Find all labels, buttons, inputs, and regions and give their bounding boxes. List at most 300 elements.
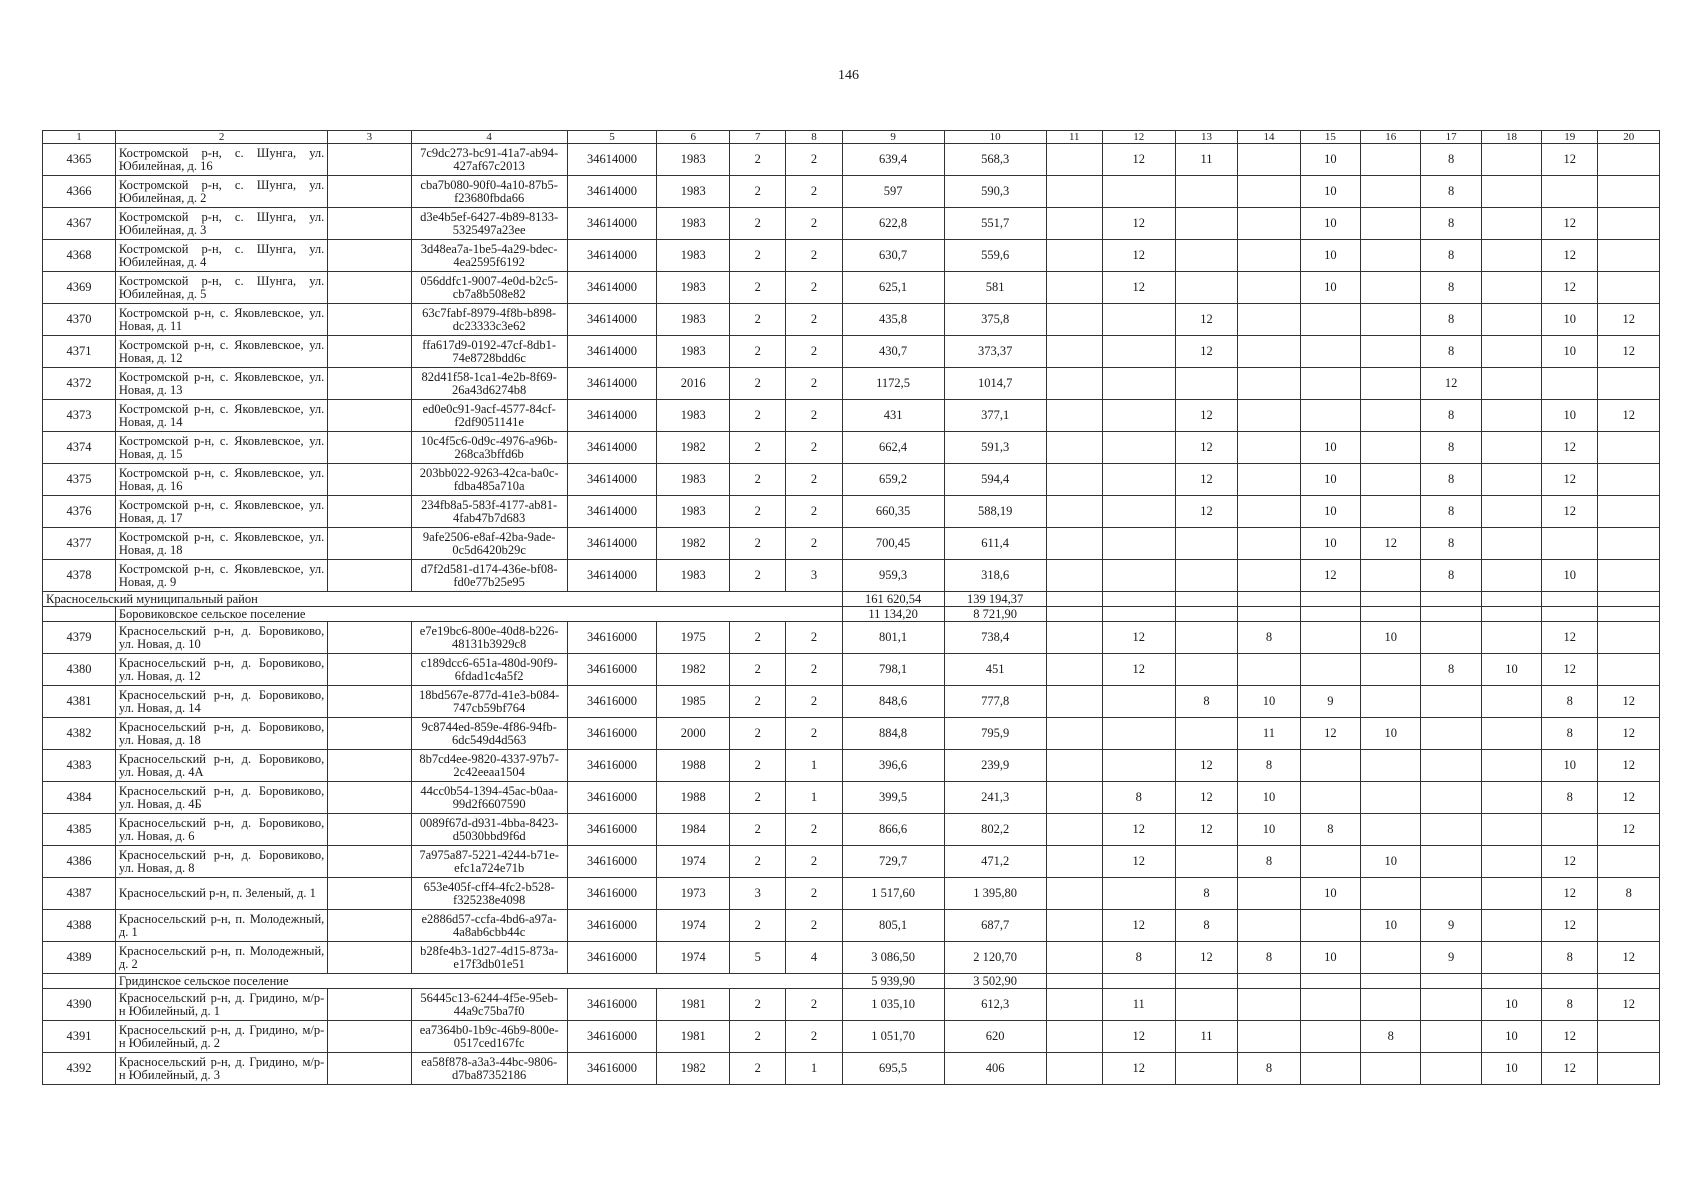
value-cell: 620	[944, 1021, 1046, 1053]
value-cell: 34616000	[567, 782, 657, 814]
value-cell	[328, 432, 411, 464]
uid-cell: d3e4b5ef-6427-4b89-8133-5325497a23ee	[411, 208, 567, 240]
value-cell: 10	[1542, 560, 1598, 592]
value-cell: 12	[1598, 782, 1660, 814]
uid-cell: ea7364b0-1b9c-46b9-800e-0517ced167fc	[411, 1021, 567, 1053]
table-row	[43, 336, 1660, 368]
value-cell	[1102, 336, 1175, 368]
value-cell	[1300, 750, 1360, 782]
empty-cell	[1481, 974, 1541, 989]
value-cell: 12	[1598, 942, 1660, 974]
value-cell	[1361, 176, 1421, 208]
uid-cell: ea58f878-a3a3-44bc-9806-d7ba87352186	[411, 1053, 567, 1085]
value-cell: 12	[1542, 910, 1598, 942]
value-cell: 1	[786, 1053, 842, 1085]
value-cell	[1542, 814, 1598, 846]
value-cell	[1046, 654, 1102, 686]
value-cell: 34616000	[567, 910, 657, 942]
value-cell	[1481, 686, 1541, 718]
value-cell: 10	[1300, 496, 1360, 528]
value-cell: 34616000	[567, 622, 657, 654]
value-cell	[1481, 144, 1541, 176]
value-cell	[328, 304, 411, 336]
value-cell	[1421, 814, 1481, 846]
row-number-cell: 4379	[43, 622, 116, 654]
value-cell: 12	[1542, 208, 1598, 240]
value-cell: 8	[1102, 942, 1175, 974]
table-row	[43, 1021, 1660, 1053]
value-cell	[1361, 400, 1421, 432]
column-number-cell: 17	[1421, 131, 1481, 144]
value-cell	[1361, 878, 1421, 910]
row-number-cell: 4372	[43, 368, 116, 400]
value-cell: 1014,7	[944, 368, 1046, 400]
value-cell	[1046, 878, 1102, 910]
value-cell: 10	[1300, 272, 1360, 304]
value-cell	[1238, 240, 1300, 272]
value-cell: 1 395,80	[944, 878, 1046, 910]
table-row	[43, 750, 1660, 782]
value-cell	[1361, 750, 1421, 782]
value-cell: 2016	[657, 368, 730, 400]
value-cell: 239,9	[944, 750, 1046, 782]
value-cell	[1542, 368, 1598, 400]
uid-cell: e7e19bc6-800e-40d8-b226-48131b3929c8	[411, 622, 567, 654]
value-cell	[1102, 686, 1175, 718]
value-cell	[328, 336, 411, 368]
value-cell: 12	[1542, 622, 1598, 654]
value-cell: 34616000	[567, 814, 657, 846]
value-cell: 8	[1421, 432, 1481, 464]
value-cell: 1983	[657, 208, 730, 240]
table-row	[43, 272, 1660, 304]
value-cell: 8	[1421, 560, 1481, 592]
settlement-label: Гридинское сельское поселение	[115, 974, 842, 989]
address-cell: Красносельский р-н, д. Гридино, м/р-н Юбилейный, д. 2	[115, 1021, 327, 1053]
value-cell: 12	[1542, 464, 1598, 496]
uid-cell: d7f2d581-d174-436e-bf08-fd0e77b25e95	[411, 560, 567, 592]
column-number-cell: 7	[730, 131, 786, 144]
value-cell: 5	[730, 942, 786, 974]
value-cell: 2	[730, 240, 786, 272]
value-cell	[1598, 464, 1660, 496]
value-cell	[1300, 304, 1360, 336]
value-cell: 12	[1102, 144, 1175, 176]
value-cell: 12	[1542, 496, 1598, 528]
table-row	[43, 622, 1660, 654]
settlement-label: Боровиковское сельское поселение	[115, 607, 842, 622]
value-cell: 34616000	[567, 846, 657, 878]
value-cell: 1983	[657, 240, 730, 272]
value-cell	[1046, 336, 1102, 368]
value-cell: 8	[1542, 782, 1598, 814]
value-cell	[1238, 336, 1300, 368]
uid-cell: 056ddfc1-9007-4e0d-b2c5-cb7a8b508e82	[411, 272, 567, 304]
table-row	[43, 208, 1660, 240]
value-cell: 430,7	[842, 336, 944, 368]
address-cell: Красносельский р-н, д. Гридино, м/р-н Юбилейный, д. 1	[115, 989, 327, 1021]
row-number-cell: 4365	[43, 144, 116, 176]
empty-cell	[1481, 592, 1541, 607]
value-cell	[1102, 432, 1175, 464]
address-cell: Красносельский р-н, д. Боровиково, ул. Новая, д. 4А	[115, 750, 327, 782]
row-number-cell: 4377	[43, 528, 116, 560]
value-cell: 12	[1102, 1053, 1175, 1085]
value-cell	[1238, 400, 1300, 432]
empty-cell	[1102, 607, 1175, 622]
value-cell: 34614000	[567, 336, 657, 368]
value-cell	[1481, 560, 1541, 592]
uid-cell: 82d41f58-1ca1-4e2b-8f69-26a43d6274b8	[411, 368, 567, 400]
value-cell: 12	[1598, 400, 1660, 432]
column-number-cell: 4	[411, 131, 567, 144]
value-cell: 10	[1361, 910, 1421, 942]
value-cell	[328, 496, 411, 528]
value-cell: 11	[1175, 1021, 1237, 1053]
value-cell: 4	[786, 942, 842, 974]
uid-cell: ed0e0c91-9acf-4577-84cf-f2df9051141e	[411, 400, 567, 432]
value-cell: 866,6	[842, 814, 944, 846]
value-cell	[1102, 368, 1175, 400]
value-cell: 373,37	[944, 336, 1046, 368]
value-cell: 12	[1542, 1053, 1598, 1085]
value-cell	[328, 464, 411, 496]
value-cell	[1102, 464, 1175, 496]
empty-cell	[1175, 592, 1237, 607]
value-cell: 12	[1175, 942, 1237, 974]
value-cell: 590,3	[944, 176, 1046, 208]
value-cell	[1421, 878, 1481, 910]
value-cell: 10	[1238, 814, 1300, 846]
value-cell: 34616000	[567, 989, 657, 1021]
value-cell: 660,35	[842, 496, 944, 528]
subtotal-area-total: 11 134,20	[842, 607, 944, 622]
value-cell: 2	[786, 1021, 842, 1053]
address-cell: Костромской р-н, с. Яковлевское, ул. Новая, д. 18	[115, 528, 327, 560]
value-cell: 8	[1598, 878, 1660, 910]
value-cell: 8	[1175, 878, 1237, 910]
value-cell: 2	[730, 989, 786, 1021]
value-cell: 2	[786, 496, 842, 528]
value-cell: 8	[1542, 989, 1598, 1021]
value-cell: 34616000	[567, 942, 657, 974]
empty-cell	[1421, 592, 1481, 607]
uid-cell: 63c7fabf-8979-4f8b-b898-dc23333c3e62	[411, 304, 567, 336]
value-cell: 12	[1102, 622, 1175, 654]
address-cell: Красносельский р-н, д. Боровиково, ул. Новая, д. 10	[115, 622, 327, 654]
value-cell: 12	[1102, 240, 1175, 272]
value-cell	[1361, 989, 1421, 1021]
table-row	[43, 400, 1660, 432]
value-cell: 34616000	[567, 878, 657, 910]
value-cell: 2	[786, 622, 842, 654]
value-cell	[1175, 240, 1237, 272]
value-cell: 1973	[657, 878, 730, 910]
row-number-cell: 4389	[43, 942, 116, 974]
value-cell: 1988	[657, 782, 730, 814]
value-cell: 12	[1175, 336, 1237, 368]
value-cell	[328, 1021, 411, 1053]
value-cell	[1175, 654, 1237, 686]
value-cell: 8	[1421, 654, 1481, 686]
value-cell	[1598, 176, 1660, 208]
value-cell	[1046, 400, 1102, 432]
value-cell: 12	[1102, 846, 1175, 878]
value-cell	[1481, 304, 1541, 336]
value-cell	[1481, 814, 1541, 846]
value-cell: 34614000	[567, 368, 657, 400]
row-number-cell: 4370	[43, 304, 116, 336]
value-cell: 8	[1542, 686, 1598, 718]
value-cell: 687,7	[944, 910, 1046, 942]
value-cell: 34614000	[567, 240, 657, 272]
value-cell	[328, 400, 411, 432]
value-cell: 10	[1300, 176, 1360, 208]
value-cell: 12	[1598, 718, 1660, 750]
value-cell: 34614000	[567, 208, 657, 240]
value-cell	[1175, 528, 1237, 560]
value-cell	[1542, 528, 1598, 560]
value-cell: 8	[1542, 942, 1598, 974]
value-cell	[1300, 846, 1360, 878]
value-cell	[1361, 368, 1421, 400]
row-number-cell: 4381	[43, 686, 116, 718]
value-cell	[1300, 654, 1360, 686]
value-cell: 591,3	[944, 432, 1046, 464]
value-cell: 3 086,50	[842, 942, 944, 974]
address-cell: Красносельский р-н, п. Зеленый, д. 1	[115, 878, 327, 910]
table-row	[43, 942, 1660, 974]
value-cell: 3	[730, 878, 786, 910]
value-cell	[1361, 560, 1421, 592]
address-cell: Красносельский р-н, д. Боровиково, ул. Новая, д. 12	[115, 654, 327, 686]
value-cell: 594,4	[944, 464, 1046, 496]
value-cell: 12	[1542, 272, 1598, 304]
value-cell: 34614000	[567, 272, 657, 304]
value-cell: 777,8	[944, 686, 1046, 718]
address-cell: Костромской р-н, с. Яковлевское, ул. Новая, д. 12	[115, 336, 327, 368]
table-row	[43, 989, 1660, 1021]
row-number-cell: 4367	[43, 208, 116, 240]
value-cell: 9	[1421, 910, 1481, 942]
value-cell: 8	[1102, 782, 1175, 814]
empty-cell	[1361, 607, 1421, 622]
value-cell	[328, 368, 411, 400]
uid-cell: 3d48ea7a-1be5-4a29-bdec-4ea2595f6192	[411, 240, 567, 272]
value-cell: 12	[1175, 464, 1237, 496]
address-cell: Костромской р-н, с. Яковлевское, ул. Новая, д. 16	[115, 464, 327, 496]
empty-cell	[1102, 974, 1175, 989]
value-cell: 2	[730, 560, 786, 592]
value-cell: 2 120,70	[944, 942, 1046, 974]
value-cell: 10	[1238, 686, 1300, 718]
value-cell	[1598, 560, 1660, 592]
empty-cell	[1300, 974, 1360, 989]
uid-cell: cba7b080-90f0-4a10-87b5-f23680fbda66	[411, 176, 567, 208]
value-cell: 12	[1102, 1021, 1175, 1053]
value-cell: 1988	[657, 750, 730, 782]
value-cell	[1046, 782, 1102, 814]
address-cell: Красносельский р-н, д. Боровиково, ул. Новая, д. 6	[115, 814, 327, 846]
value-cell	[1481, 496, 1541, 528]
uid-cell: 234fb8a5-583f-4177-ab81-4fab47b7d683	[411, 496, 567, 528]
value-cell	[1361, 272, 1421, 304]
value-cell: 2	[730, 336, 786, 368]
value-cell	[1598, 622, 1660, 654]
value-cell	[328, 1053, 411, 1085]
value-cell	[1361, 496, 1421, 528]
value-cell	[328, 176, 411, 208]
empty-cell	[1300, 592, 1360, 607]
value-cell: 568,3	[944, 144, 1046, 176]
value-cell: 2	[786, 910, 842, 942]
value-cell: 2	[786, 846, 842, 878]
empty-cell	[1542, 592, 1598, 607]
value-cell: 2	[730, 846, 786, 878]
value-cell: 959,3	[842, 560, 944, 592]
empty-cell	[1300, 607, 1360, 622]
value-cell: 11	[1238, 718, 1300, 750]
row-number-cell: 4388	[43, 910, 116, 942]
value-cell: 2	[730, 622, 786, 654]
value-cell	[1481, 176, 1541, 208]
column-number-cell: 14	[1238, 131, 1300, 144]
value-cell: 659,2	[842, 464, 944, 496]
column-number-cell: 6	[657, 131, 730, 144]
value-cell: 639,4	[842, 144, 944, 176]
value-cell	[1046, 1021, 1102, 1053]
value-cell: 12	[1300, 560, 1360, 592]
value-cell	[328, 208, 411, 240]
value-cell	[1421, 1053, 1481, 1085]
value-cell	[1046, 144, 1102, 176]
value-cell: 1974	[657, 942, 730, 974]
table-row	[43, 304, 1660, 336]
value-cell: 12	[1175, 814, 1237, 846]
value-cell	[1046, 304, 1102, 336]
value-cell	[1300, 1021, 1360, 1053]
value-cell: 12	[1175, 400, 1237, 432]
value-cell: 2	[786, 208, 842, 240]
address-cell: Красносельский р-н, д. Боровиково, ул. Новая, д. 14	[115, 686, 327, 718]
value-cell: 8	[1238, 942, 1300, 974]
empty-cell	[1481, 607, 1541, 622]
empty-cell	[1598, 974, 1660, 989]
row-number-cell: 4368	[43, 240, 116, 272]
value-cell	[328, 814, 411, 846]
value-cell	[1175, 718, 1237, 750]
row-number-cell: 4382	[43, 718, 116, 750]
value-cell: 451	[944, 654, 1046, 686]
value-cell: 2000	[657, 718, 730, 750]
value-cell: 10	[1300, 464, 1360, 496]
value-cell: 1981	[657, 1021, 730, 1053]
uid-cell: e2886d57-ccfa-4bd6-a97a-4a8ab6cbb44c	[411, 910, 567, 942]
value-cell	[1175, 1053, 1237, 1085]
value-cell: 559,6	[944, 240, 1046, 272]
value-cell	[1481, 464, 1541, 496]
table-row	[43, 846, 1660, 878]
value-cell	[1598, 846, 1660, 878]
value-cell	[1481, 622, 1541, 654]
column-number-cell: 8	[786, 131, 842, 144]
value-cell: 805,1	[842, 910, 944, 942]
value-cell: 8	[1421, 464, 1481, 496]
value-cell: 1983	[657, 272, 730, 304]
value-cell: 12	[1102, 654, 1175, 686]
table-row	[43, 560, 1660, 592]
value-cell	[1421, 782, 1481, 814]
value-cell: 471,2	[944, 846, 1046, 878]
column-number-cell: 13	[1175, 131, 1237, 144]
value-cell: 241,3	[944, 782, 1046, 814]
value-cell	[1300, 989, 1360, 1021]
value-cell	[1238, 1021, 1300, 1053]
value-cell	[1238, 368, 1300, 400]
empty-cell	[1175, 607, 1237, 622]
value-cell	[1481, 782, 1541, 814]
value-cell: 10	[1300, 942, 1360, 974]
value-cell: 10	[1481, 989, 1541, 1021]
value-cell	[1361, 942, 1421, 974]
address-cell: Красносельский р-н, п. Молодежный, д. 1	[115, 910, 327, 942]
value-cell: 1 035,10	[842, 989, 944, 1021]
empty-cell	[1421, 607, 1481, 622]
value-cell: 34616000	[567, 686, 657, 718]
address-cell: Костромской р-н, с. Яковлевское, ул. Новая, д. 14	[115, 400, 327, 432]
address-cell: Костромской р-н, с. Шунга, ул. Юбилейная, д. 2	[115, 176, 327, 208]
uid-cell: 7a975a87-5221-4244-b71e-efc1a724e71b	[411, 846, 567, 878]
value-cell	[328, 878, 411, 910]
value-cell	[1175, 560, 1237, 592]
row-number-cell: 4385	[43, 814, 116, 846]
value-cell	[1481, 208, 1541, 240]
value-cell: 2	[786, 654, 842, 686]
uid-cell: 203bb022-9263-42ca-ba0c-fdba485a710a	[411, 464, 567, 496]
empty-cell	[1175, 974, 1237, 989]
row-number-cell: 4374	[43, 432, 116, 464]
value-cell: 10	[1361, 846, 1421, 878]
value-cell: 10	[1300, 240, 1360, 272]
row-number-cell: 4378	[43, 560, 116, 592]
value-cell: 8	[1421, 240, 1481, 272]
value-cell: 10	[1542, 336, 1598, 368]
page-number: 146	[838, 68, 859, 83]
table-row	[43, 368, 1660, 400]
value-cell	[1361, 654, 1421, 686]
value-cell	[1598, 208, 1660, 240]
value-cell	[328, 240, 411, 272]
value-cell: 611,4	[944, 528, 1046, 560]
uid-cell: 0089f67d-d931-4bba-8423-d5030bbd9f6d	[411, 814, 567, 846]
value-cell: 34614000	[567, 464, 657, 496]
value-cell	[1421, 686, 1481, 718]
value-cell: 2	[786, 240, 842, 272]
value-cell: 884,8	[842, 718, 944, 750]
value-cell: 2	[730, 368, 786, 400]
value-cell: 2	[786, 336, 842, 368]
value-cell: 406	[944, 1053, 1046, 1085]
subtotal-area-living: 3 502,90	[944, 974, 1046, 989]
column-number-cell: 3	[328, 131, 411, 144]
row-number-cell: 4383	[43, 750, 116, 782]
row-number-cell: 4375	[43, 464, 116, 496]
table-row	[43, 496, 1660, 528]
value-cell: 2	[730, 910, 786, 942]
value-cell: 2	[730, 400, 786, 432]
value-cell	[1300, 400, 1360, 432]
value-cell	[1238, 176, 1300, 208]
